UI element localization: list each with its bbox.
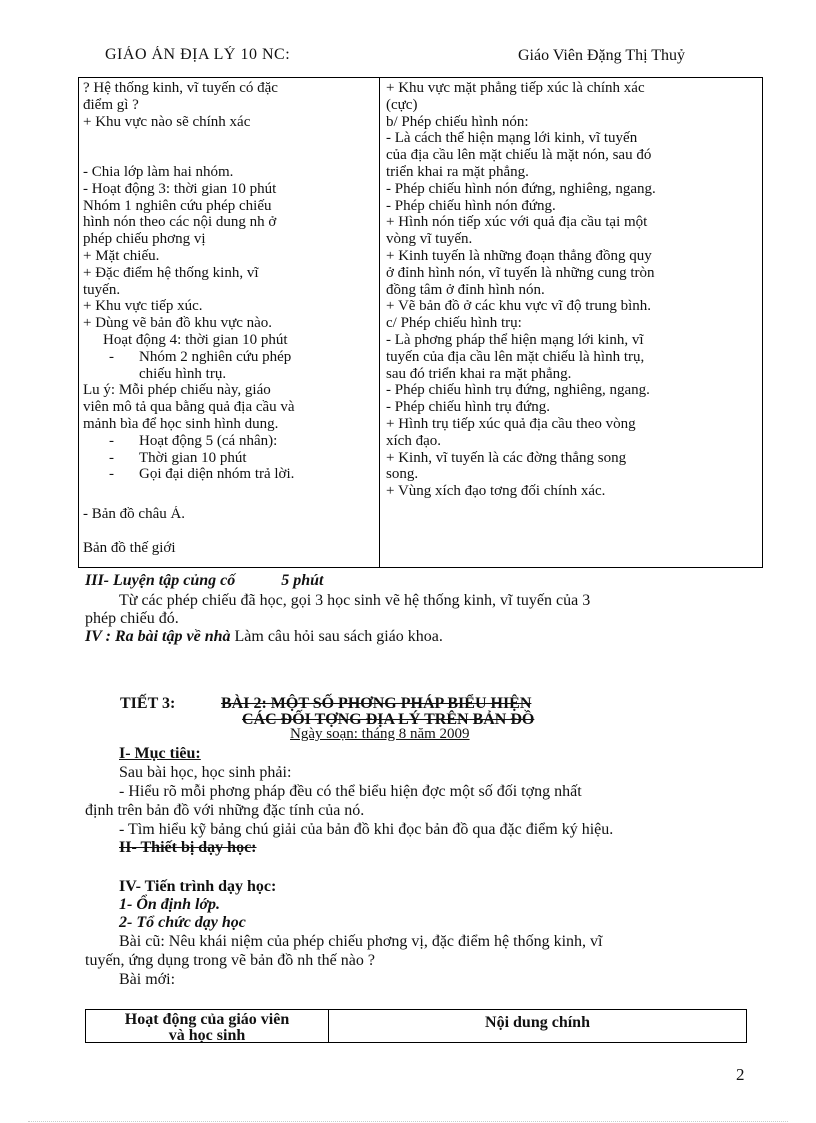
objective-2: - Tìm hiểu kỹ bảng chú giải của bản đồ khi đọc bản đồ qua đặc điểm ký hiệu. (119, 821, 614, 838)
objective-1-cont: định trên bản đồ với những đặc tính của nó. (85, 802, 365, 819)
section-3-heading (85, 572, 323, 590)
left-line: mảnh bìa để học sinh hình dung. (83, 415, 279, 432)
content-column (386, 80, 760, 500)
section-3-text-cont: phép chiếu đó. (85, 610, 179, 627)
left-line: + Khu vực tiếp xúc. (83, 298, 203, 315)
objectives-intro: Sau bài học, học sinh phải: (119, 764, 292, 781)
right-line: vòng vĩ tuyến. (386, 231, 473, 248)
main-content-header: Nội dung chính (485, 1014, 590, 1031)
new-lesson-label: Bài mới: (119, 971, 176, 988)
old-lesson-question: Bài cũ: Nêu khái niệm của phép chiếu phơng vị, đặc điểm hệ thống kinh, vĩ (119, 933, 603, 950)
right-line: b/ Phép chiếu hình nón: (386, 113, 529, 130)
right-line: ở đỉnh hình nón, vĩ tuyến là những cung tròn (386, 264, 655, 281)
left-line: điểm gì ? (83, 96, 139, 113)
left-line: + Khu vực nào sẽ chính xác (83, 113, 251, 130)
section-4-text: Làm câu hỏi sau sách giáo khoa. (234, 628, 443, 645)
section-4-title: IV : Ra bài tập về nhà (85, 628, 231, 645)
header-left: GIÁO ÁN ĐỊA LÝ 10 NC: (105, 46, 291, 62)
right-line: tuyến của địa cầu lên mặt chiếu là hình trụ, (386, 348, 645, 365)
right-line: - Phép chiếu hình nón đứng. (386, 197, 556, 214)
teacher-student-activity-header: Hoạt động của giáo viên và học sinh (124, 1011, 290, 1044)
equipment-heading: II- Thiết bị dạy học: (119, 839, 257, 856)
left-line: ? Hệ thống kinh, vĩ tuyến có đặc (83, 80, 278, 96)
process-step-2: 2- Tổ chức dạy học (119, 914, 246, 931)
left-dash-item: - Hoạt động 5 (cá nhân): (109, 432, 278, 449)
objective-1: - Hiểu rõ mỗi phơng pháp đều có thể biểu hiện đợc một số đối tợng nhất (119, 783, 582, 800)
old-lesson-question-cont: tuyến, ứng dụng trong vẽ bản đồ nh thế nào ? (85, 952, 375, 969)
left-line: - Bản đồ châu Á. (83, 505, 186, 522)
section-4 (85, 628, 443, 646)
left-line: Hoạt động 4: thời gian 10 phút (103, 331, 288, 348)
right-line: - Phép chiếu hình trụ đứng. (386, 399, 550, 416)
table-divider (379, 78, 380, 567)
right-line: triển khai ra mặt phẳng. (386, 163, 529, 180)
left-dash-item: - Thời gian 10 phút (109, 449, 247, 466)
lesson-title-line2: CÁC ĐỐI TỢNG ĐỊA LÝ TRÊN BẢN ĐỒ (242, 711, 535, 728)
right-line: - Phép chiếu hình nón đứng, nghiêng, ngang. (386, 180, 656, 197)
lesson-number: TIẾT 3: (120, 695, 176, 712)
right-line: - Là phơng pháp thể hiện mạng lới kinh, vĩ (386, 331, 644, 348)
section-3-text: Từ các phép chiếu đã học, gọi 3 học sinh vẽ hệ thống kinh, vĩ tuyến của 3 (119, 592, 591, 609)
right-line: c/ Phép chiếu hình trụ: (386, 315, 522, 332)
right-line: - Là cách thể hiện mạng lới kinh, vĩ tuyến (386, 130, 638, 147)
left-line: chiếu hình trụ. (139, 365, 227, 382)
left-line: Bản đồ thế giới (83, 539, 176, 556)
left-dash-item: - Nhóm 2 nghiên cứu phép (109, 348, 292, 365)
left-line: - Chia lớp làm hai nhóm. (83, 163, 234, 180)
right-line: + Kinh, vĩ tuyến là các đờng thẳng song (386, 449, 627, 466)
left-line: + Mặt chiếu. (83, 247, 160, 264)
right-line: xích đạo. (386, 432, 441, 449)
left-dash-item: - Gọi đại diện nhóm trả lời. (109, 466, 295, 483)
right-line: sau đó triển khai ra mặt phẳng. (386, 365, 572, 382)
header-right: Giáo Viên Đặng Thị Thuỷ (518, 47, 686, 64)
right-line: + Hình nón tiếp xúc với quả địa cầu tại một (386, 214, 648, 231)
right-line: + Kinh tuyến là những đoạn thẳng đồng quy (386, 247, 652, 264)
right-line: + Hình trụ tiếp xúc quả địa cầu theo vòng (386, 415, 636, 432)
left-line: hình nón theo các nội dung nh ở (83, 214, 277, 231)
right-line: + Vẽ bản đồ ở các khu vực vĩ độ trung bình. (386, 298, 652, 315)
left-line: viên mô tả qua bằng quả địa cầu và (83, 399, 295, 416)
right-line: - Phép chiếu hình trụ đứng, nghiêng, ngang. (386, 382, 650, 399)
section-3-time: 5 phút (281, 572, 324, 589)
left-line: Lu ý: Mỗi phép chiếu này, giáo (83, 382, 271, 399)
activity-table (78, 77, 763, 568)
right-line: + Vùng xích đạo tơng đối chính xác. (386, 483, 606, 500)
right-line: của địa cầu lên mặt chiếu là mặt nón, sau đó (386, 147, 652, 164)
left-line: + Dùng vẽ bản đồ khu vực nào. (83, 315, 273, 332)
objectives-heading: I- Mục tiêu: (119, 745, 201, 762)
left-line: + Đặc điểm hệ thống kinh, vĩ (83, 264, 259, 281)
lesson-title-line1: BÀI 2: MỘT SỐ PHƠNG PHÁP BIỂU HIỆN (221, 695, 532, 712)
lesson-date: Ngày soạn: tháng 8 năm 2009 (290, 726, 470, 742)
teacher-activity-column (83, 80, 373, 556)
lesson-activity-table-header (85, 1009, 747, 1043)
left-line: Nhóm 1 nghiên cứu phép chiếu (83, 197, 272, 214)
process-heading: IV- Tiến trình dạy học: (119, 878, 277, 895)
right-line: + Khu vực mặt phẳng tiếp xúc là chính xác (386, 80, 645, 96)
right-line: song. (386, 466, 419, 483)
section-3-title: III- Luyện tập củng cố (85, 572, 236, 589)
left-line: phép chiếu phơng vị (83, 231, 206, 248)
right-line: (cực) (386, 96, 418, 113)
right-line: đồng tâm ở đỉnh hình nón. (386, 281, 545, 298)
page-number: 2 (736, 1065, 745, 1084)
left-line: tuyến. (83, 281, 121, 298)
process-step-1: 1- Ổn định lớp. (119, 896, 221, 913)
left-line: - Hoạt động 3: thời gian 10 phút (83, 180, 277, 197)
page-edge (28, 1121, 788, 1122)
